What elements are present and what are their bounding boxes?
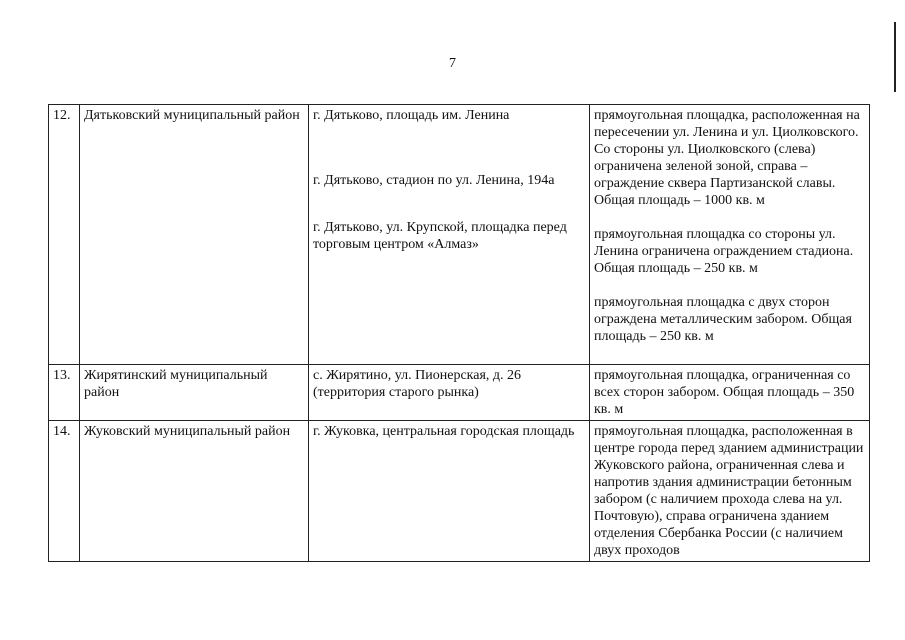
row-number: 12. — [49, 105, 80, 365]
district-name: Дятьковский муниципальный район — [80, 105, 309, 365]
location-entry: г. Жуковка, центральная городская площадь — [313, 424, 575, 439]
location-entry: г. Дятьково, ул. Крупской, площадка перед торговым центром «Алмаз» — [313, 220, 567, 252]
location-cell — [309, 105, 590, 365]
table-row — [49, 421, 870, 562]
table-row — [49, 105, 870, 365]
row-number: 13. — [49, 365, 80, 421]
location-entry: г. Дятьково, стадион по ул. Ленина, 194а — [313, 173, 555, 188]
description-entry: прямоугольная площадка, ограниченная со всех сторон забором. Общая площадь – 350 кв. м — [594, 368, 855, 417]
locations-table — [48, 104, 870, 562]
table-row — [49, 365, 870, 421]
description-cell — [590, 365, 870, 421]
description-entry: прямоугольная площадка, расположенная в центре города перед зданием администрации Жуковского района, ограниченная слева и напротив здания администрации бетонным забором (с наличием прохода слева на ул. Почтовую), справа ограничена зданием отделения Сбербанка России (с наличием двух проходов — [594, 424, 864, 558]
description-entry: прямоугольная площадка, расположенная на пересечении ул. Ленина и ул. Циолковского. Со стороны ул. Циолковского (слева) ограничена зеленой зоной, справа – ограждение сквера Партизанской славы. Общая площадь – 1000 кв. м — [594, 108, 860, 208]
location-cell — [309, 365, 590, 421]
description-entry: прямоугольная площадка с двух сторон ограждена металлическим забором. Общая площадь – 250 кв. м — [594, 295, 852, 344]
district-name: Жуковский муниципальный район — [80, 421, 309, 562]
description-entry: прямоугольная площадка со стороны ул. Ленина ограничена ограждением стадиона. Общая площадь – 250 кв. м — [594, 227, 854, 276]
description-cell — [590, 421, 870, 562]
description-cell — [590, 105, 870, 365]
location-entry: с. Жирятино, ул. Пионерская, д. 26 (территория старого рынка) — [313, 368, 522, 400]
row-number: 14. — [49, 421, 80, 562]
page-edge-mark — [894, 22, 896, 92]
district-name: Жирятинский муниципальный район — [80, 365, 309, 421]
location-entry: г. Дятьково, площадь им. Ленина — [313, 108, 510, 123]
page-number: 7 — [449, 56, 456, 71]
location-cell — [309, 421, 590, 562]
